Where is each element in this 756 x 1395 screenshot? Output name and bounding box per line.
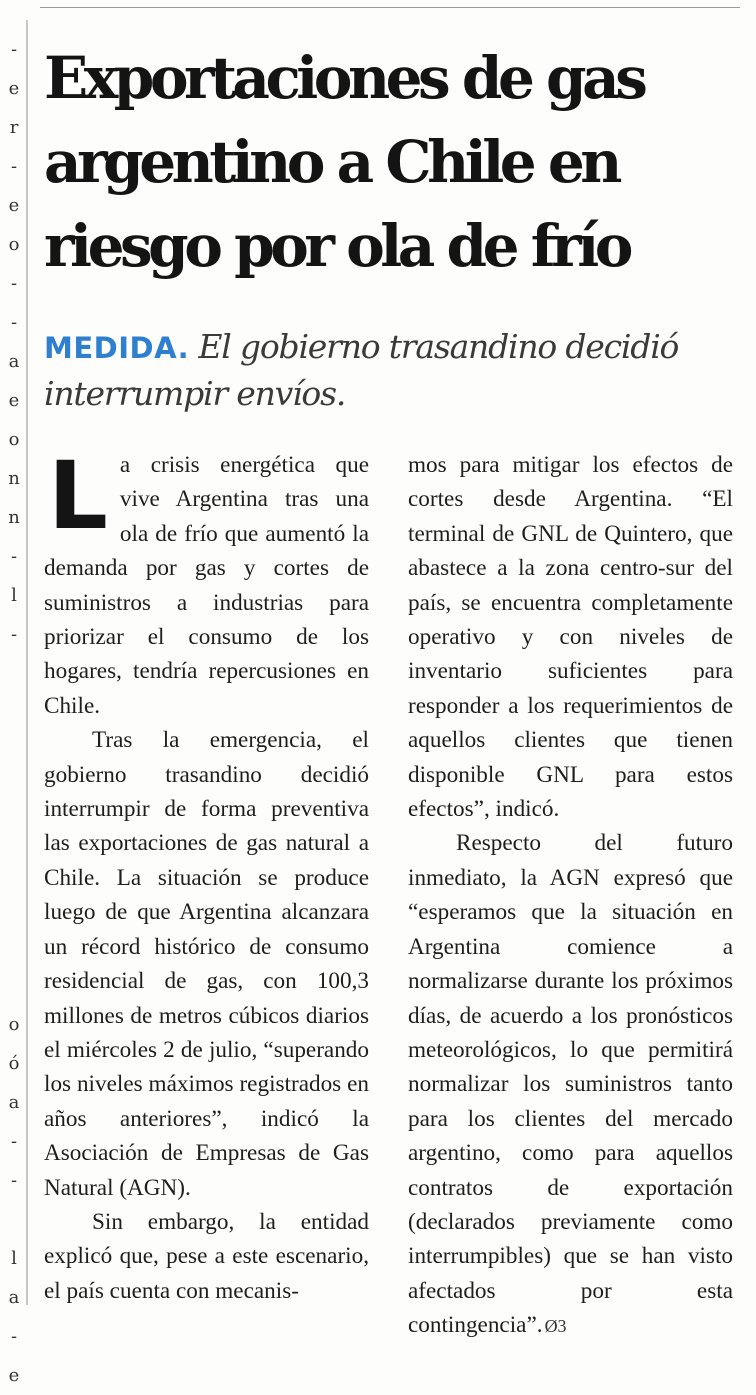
paragraph-1-text: a crisis energética que vive Argentina tras una ola de frío que aumentó la demanda por gas y cortes de suministros a industrias para priorizar el consumo de los hogares, tendría repercusiones en Chile. [44, 452, 369, 719]
margin-fragment: a [8, 1287, 20, 1308]
margin-fragment: - [10, 273, 18, 294]
deck-text: El gobierno trasandino decidió interrumpir envíos. [44, 327, 679, 413]
end-mark: Ø3 [544, 1316, 567, 1337]
column-divider [26, 20, 28, 1305]
margin-fragment: r [9, 117, 19, 138]
margin-fragment: e [8, 78, 20, 99]
margin-fragment [4, 732, 24, 771]
paragraph-3-text: Sin embargo, la entidad explicó que, pese a este escenario, el país cuenta con mecanis- [44, 1208, 369, 1304]
article-paragraph-3 [44, 1205, 369, 1308]
drop-cap: L [48, 442, 108, 551]
margin-fragment [4, 966, 24, 1005]
article-paragraph-1 [44, 442, 369, 723]
margin-fragment [4, 1200, 24, 1239]
margin-fragment: o [8, 429, 20, 450]
margin-fragment [4, 693, 24, 732]
article-column-2 [408, 448, 733, 1344]
margin-fragment [4, 654, 24, 693]
deck-kicker: MEDIDA. [44, 331, 190, 365]
paragraph-4-text: Respecto del futuro inmediato, la AGN expresó que “esperamos que la situación en Argentina comience a normalizarse durante los próximos días, de acuerdo a los pronósticos meteorológicos, lo que permitirá normalizar los suministros tanto para los clientes del mercado argentino, como para aquellos contratos de exportación (declarados previamente como interrumpibles) que se han visto afectados por esta contingencia”. [408, 830, 733, 1339]
article-paragraph-4 [408, 826, 733, 1343]
neighbor-column-fragments [4, 30, 24, 1395]
top-rule [40, 7, 740, 8]
margin-fragment: n [8, 468, 20, 489]
margin-fragment: e [8, 390, 20, 411]
margin-fragment [4, 771, 24, 810]
margin-fragment: - [10, 1131, 18, 1152]
margin-fragment: - [10, 1170, 18, 1191]
margin-fragment [4, 849, 24, 888]
margin-fragment: ó [8, 1053, 20, 1074]
deck [44, 324, 744, 416]
margin-fragment: - [10, 156, 18, 177]
margin-fragment [4, 888, 24, 927]
margin-fragment: a [8, 351, 20, 372]
margin-fragment [4, 810, 24, 849]
margin-fragment: - [10, 546, 18, 567]
margin-fragment: a [8, 1092, 20, 1113]
margin-fragment: o [8, 234, 20, 255]
margin-fragment [4, 927, 24, 966]
headline: Exportaciones de gas argentino a Chile en riesgo por ola de frío [44, 44, 644, 280]
margin-fragment: - [10, 1326, 18, 1347]
margin-fragment: l [11, 1248, 17, 1269]
margin-fragment: n [8, 507, 20, 528]
margin-fragment: e [8, 1365, 20, 1386]
margin-fragment: - [10, 39, 18, 60]
margin-fragment: - [10, 312, 18, 333]
margin-fragment: o [8, 1014, 20, 1035]
article-paragraph-3-continued [408, 448, 733, 826]
article-paragraph-2: Tras la emergencia, el gobierno trasandino decidió interrumpir de forma preventiva las exportaciones de gas natural a Chile. La situación se produce luego de que Argentina alcanzara un récord histórico de consumo residencial de gas, con 100,3 millones de metros cúbicos diarios el miércoles 2 de julio, “superando los niveles máximos registrados en años anteriores”, indicó la Asociación de Empresas de Gas Natural (AGN). [44, 727, 369, 1201]
margin-fragment: - [10, 624, 18, 645]
margin-fragment: l [11, 585, 17, 606]
margin-fragment: e [8, 195, 20, 216]
article-column-1 [44, 442, 369, 1308]
paragraph-3-continued-text: mos para mitigar los efectos de cortes desde Argentina. “El terminal de GNL de Quintero, que abastece a la zona centro-sur del país, se encuentra completamente operativo y con niveles de inventario suficientes para responder a los requerimientos de aquellos clientes que tienen disponible GNL para estos efectos”, indicó. [408, 452, 733, 823]
